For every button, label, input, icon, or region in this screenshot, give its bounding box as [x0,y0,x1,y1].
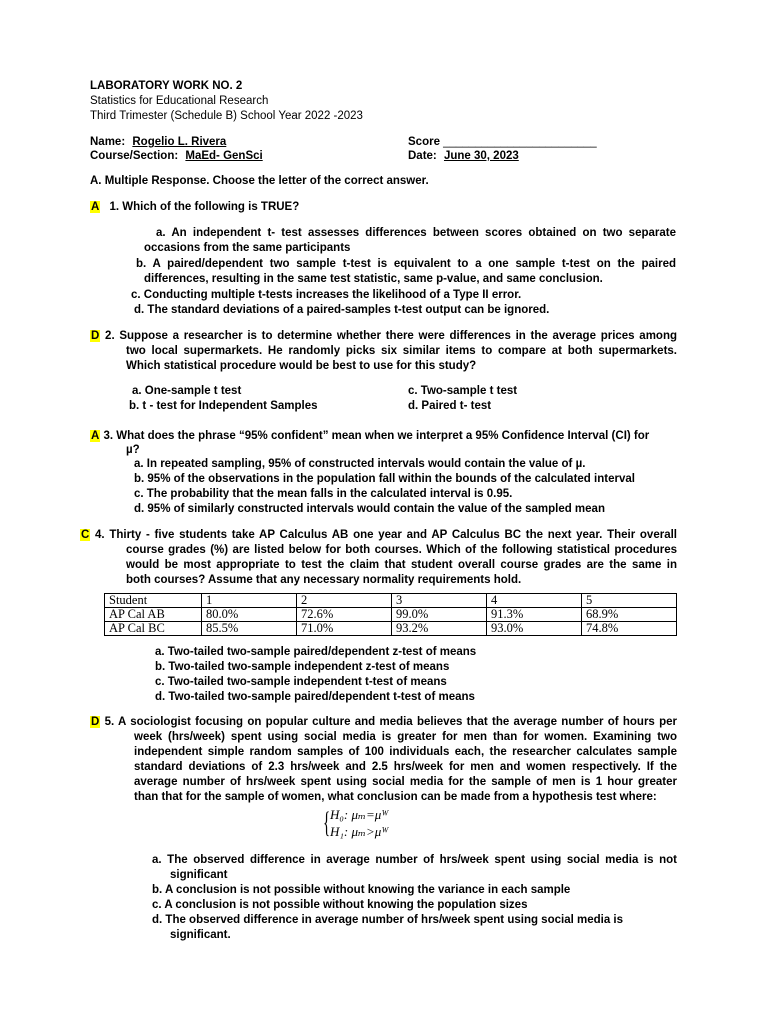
table-cell: 80.0% [202,608,297,622]
table-header-cell: 4 [487,594,582,608]
q1-option-a [136,226,676,256]
name-value: Rogelio L. Rivera [132,136,227,148]
course-row [90,149,263,164]
table-cell: 99.0% [392,608,487,622]
question-5-text: 5. A sociologist focusing on popular culture and media believes that the average number of hours per [104,716,677,728]
question-3-text: 3. What does the phrase “95% confident” mean when we interpret a 95% Confidence Interval (CI) for [103,430,650,442]
course-value: MaEd- GenSci [185,150,263,162]
name-label: Name: [90,136,126,148]
score-blank: ________________________ [443,136,597,148]
table-cell: 74.8% [582,622,677,636]
q4-option-d: d. Two-tailed two-sample paired/dependent t-test of means [155,691,475,703]
score-row [408,135,597,150]
q4-option-c: c. Two-tailed two-sample independent t-test of means [155,676,447,688]
section-a-heading: A. Multiple Response. Choose the letter of the correct answer. [90,175,429,187]
q1-option-a-line1: a. An independent t- test assesses differences between scores obtained on two separate [156,227,676,239]
table-cell: 93.0% [487,622,582,636]
table-cell: 68.9% [582,608,677,622]
lab-title: LABORATORY WORK NO. 2 [90,80,243,92]
null-hypothesis: H₀: μₘ=μᵂ [330,807,389,822]
q4-option-a: a. Two-tailed two-sample paired/dependent z-test of means [155,646,477,658]
grades-table [104,593,677,636]
q2-option-a: a. One-sample t test [132,385,242,397]
q1-option-a-line2: occasions from the same participants [144,242,351,254]
date-label: Date: [408,150,437,162]
term-line: Third Trimester (Schedule B) School Year 2022 -2023 [90,110,363,122]
q3-option-d: d. 95% of similarly constructed intervals would contain the value of the sampled mean [134,503,605,515]
question-5-line3: independent simple random samples of 100 individuals each, the researcher calculates sample [134,746,677,758]
q1-option-b-line1: b. A paired/dependent two sample t-test is equivalent to a one sample t-test on the paired [136,258,676,270]
question-4 [80,528,677,543]
q5-option-d-line2: significant. [170,929,231,941]
q1-option-b [136,257,676,287]
question-5-cont [134,730,677,805]
table-cell: 91.3% [487,608,582,622]
question-5-line6: than that for the sample of women, what conclusion can be made from a hypothesis test where: [134,791,657,803]
course-label: Course/Section: [90,150,179,162]
q2-option-d: d. Paired t- test [408,400,492,412]
question-4-cont [126,543,677,588]
question-2 [90,329,677,344]
question-5-line5: average number of hrs/week spent using social media for the sample of men is 1 hour greater [134,776,677,788]
q5-option-d [152,913,652,943]
table-header-cell: 1 [202,594,297,608]
q5-option-a-line1: a. The observed difference in average number of hrs/week spent using social media is not [152,854,677,866]
course-subtitle: Statistics for Educational Research [90,95,269,107]
answer-1: A [91,201,100,213]
question-2-line3: Which statistical procedure would be best to use for this study? [126,360,477,372]
question-4-text: 4. Thirty - five students take AP Calculus AB one year and AP Calculus BC the next year. Their overall [95,529,677,541]
hypotheses [330,806,389,840]
question-2-text: 2. Suppose a researcher is to determine whether there were differences in the average prices among [105,330,677,342]
question-5-line4: standard deviations of 2.3 hrs/week and 2.5 hrs/week for men and women respectively. If the [134,761,677,773]
q5-option-c: c. A conclusion is not possible without knowing the population sizes [152,899,528,911]
table-cell: 85.5% [202,622,297,636]
date-row [408,149,519,164]
table-header-cell: Student [105,594,202,608]
q3-option-b: b. 95% of the observations in the population fall within the bounds of the calculated interval [134,473,635,485]
table-cell: 93.2% [392,622,487,636]
table-header-cell: 5 [582,594,677,608]
table-cell: AP Cal AB [105,608,202,622]
table-header-cell: 3 [392,594,487,608]
q3-option-c: c. The probability that the mean falls in the calculated interval is 0.95. [134,488,513,500]
question-4-line1 [80,528,677,543]
q1-option-b-line2: differences, resulting in the same test statistic, same p-value, and same conclusion. [144,273,603,285]
question-2-cont [126,344,677,374]
table-row [105,608,677,622]
q5-option-b: b. A conclusion is not possible without knowing the variance in each sample [152,884,571,896]
hypothesis-brace: { [323,806,331,839]
alternative-hypothesis: H₁: μₘ>μᵂ [330,824,389,839]
q5-option-a-line2: significant [170,869,228,881]
table-row [105,622,677,636]
name-row [90,135,226,150]
question-5-line2: week (hrs/week) spent using social media is greater for men than for women. Examining two [134,731,677,743]
question-1 [90,200,299,215]
question-2-line2: two local supermarkets. He randomly picks six similar items to compare at both supermarkets. [126,345,677,357]
answer-3: A [91,430,100,442]
answer-5: D [91,716,100,728]
q2-option-c: c. Two-sample t test [408,385,518,397]
score-label: Score [408,136,440,148]
question-4-line2: course grades (%) are listed below for both courses. Which of the following statistical procedures [126,544,677,556]
q5-option-d-line1: d. The observed difference in average number of hrs/week spent using social media is [152,914,624,926]
q1-option-c: c. Conducting multiple t-tests increases the likelihood of a Type II error. [131,289,522,301]
question-2-line1 [90,329,677,344]
question-5 [90,715,677,730]
q4-option-b: b. Two-tailed two-sample independent z-test of means [155,661,450,673]
q1-option-d: d. The standard deviations of a paired-samples t-test output can be ignored. [134,304,550,316]
table-cell: AP Cal BC [105,622,202,636]
question-3 [90,429,649,444]
question-5-line1 [90,715,677,730]
q5-option-a [152,853,677,883]
q3-option-a: a. In repeated sampling, 95% of constructed intervals would contain the value of µ. [134,458,586,470]
q2-option-b: b. t - test for Independent Samples [129,400,318,412]
question-4-line4: both courses? Assume that any necessary normality requirements hold. [126,574,522,586]
table-header-cell: 2 [297,594,392,608]
question-1-text: 1. Which of the following is TRUE? [109,201,300,213]
answer-2: D [91,330,100,342]
table-cell: 72.6% [297,608,392,622]
table-header-row [105,594,677,608]
answer-4: C [81,529,90,541]
question-3-line2: µ? [126,444,140,456]
date-value: June 30, 2023 [443,150,519,162]
question-4-line3: would be most appropriate to test the claim that student overall course grades are the same in [126,559,677,571]
table-cell: 71.0% [297,622,392,636]
